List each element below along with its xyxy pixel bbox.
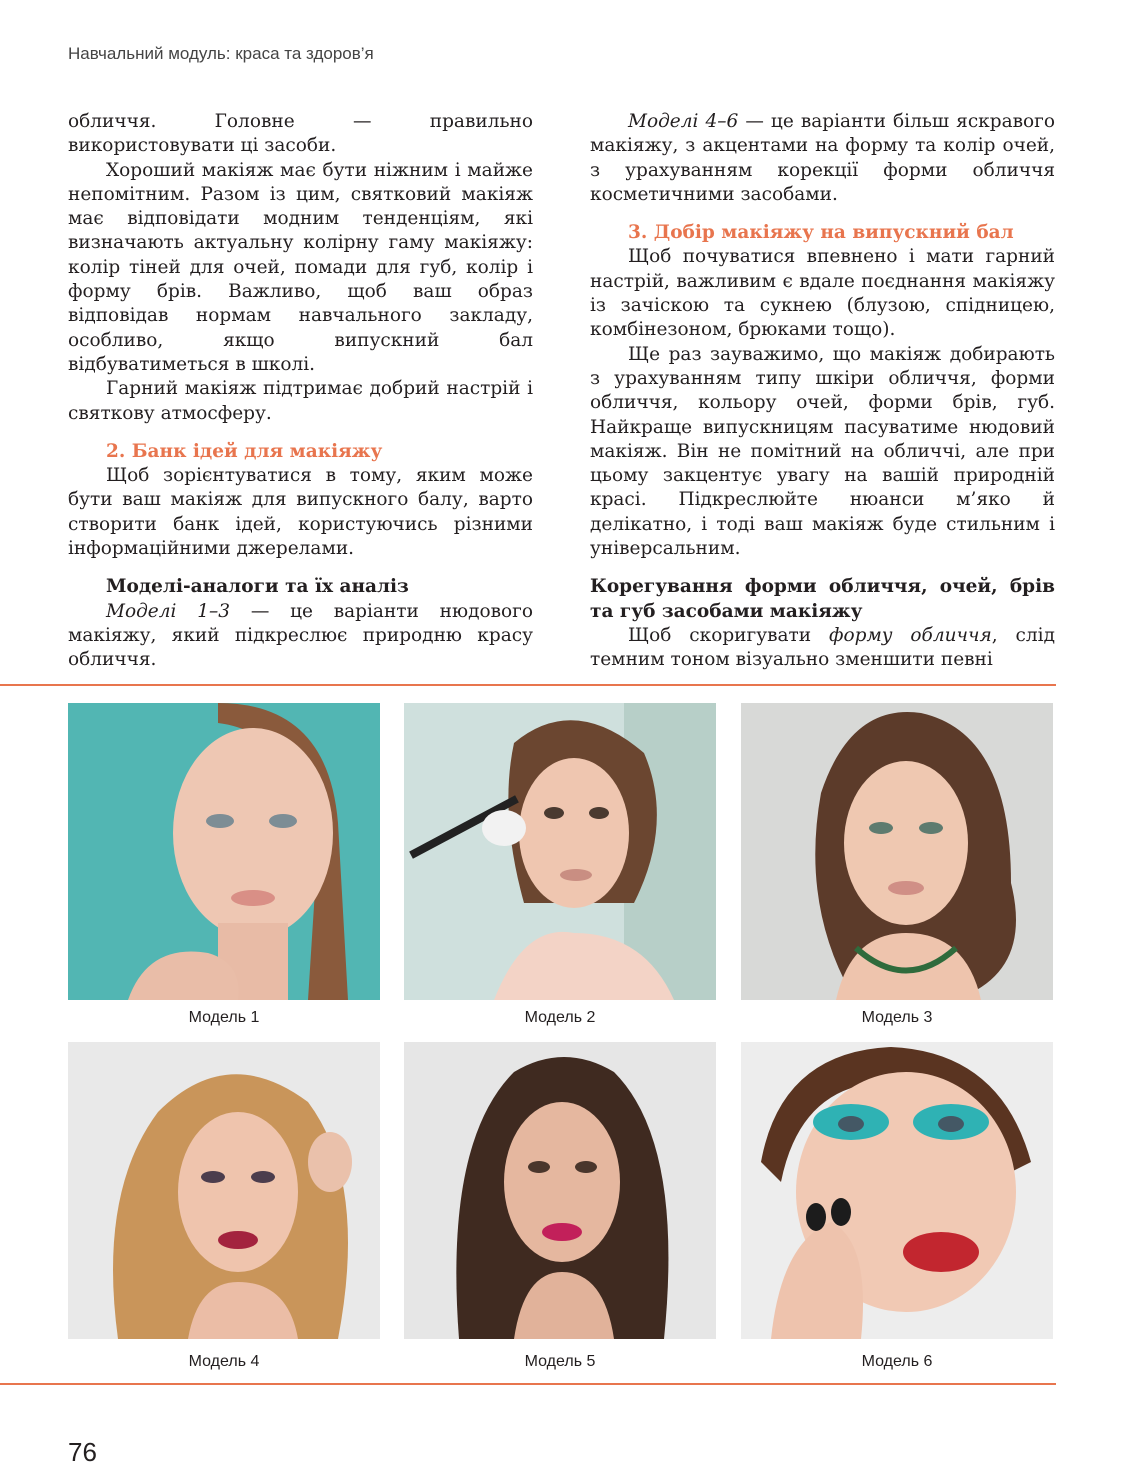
paragraph: Щоб почуватися впевнено і мати гарний настрій, важливим є вдале поєднання макіяжу із зачіскою та сукнею (блузою, спідницею, комбінезоном, брюками тощо). [590, 246, 1055, 341]
caption-model-2: Модель 2 [524, 1009, 596, 1026]
model-4-photo [68, 1042, 380, 1339]
model-5-photo [404, 1042, 716, 1339]
caption-model-6: Модель 6 [861, 1353, 933, 1370]
running-head: Навчальний модуль: краса та здоров’я [68, 44, 374, 63]
subheading-correction: Корегування форми обличчя, очей, брів та губ засобами макіяжу [590, 576, 1055, 622]
right-column [590, 110, 1055, 673]
section-heading-2: 2. Банк ідей для макіяжу [106, 440, 383, 462]
caption-model-3: Модель 3 [861, 1009, 933, 1026]
page-number: 76 [68, 1437, 97, 1467]
text-run: Щоб скоригувати [628, 624, 829, 646]
model-2-photo [404, 703, 716, 1000]
model-3-photo [741, 703, 1053, 1000]
emphasis: Моделі 4–6 [628, 111, 739, 132]
subheading-models: Моделі-аналоги та їх аналіз [106, 576, 409, 598]
section-heading-3: 3. Добір макіяжу на випускний бал [628, 222, 1014, 244]
paragraph: Ще раз зауважимо, що макіяж добирають з урахуванням типу шкіри обличчя, форми обличчя, кольору очей, форми брів, губ. Найкраще випускницям пасуватиме нюдовий макіяж. Він не помітний на обличчі, але при цьому закцентує увагу на вашій природній красі. Підкреслюйте нюанси м’яко й делікатно, і тоді ваш макіяж буде стильним і універсальним. [590, 343, 1055, 560]
caption-model-1: Модель 1 [188, 1009, 260, 1026]
divider-top [0, 684, 1056, 686]
left-column [68, 110, 533, 673]
caption-model-5: Модель 5 [524, 1353, 596, 1370]
text-run: — це варіанти нюдового макіяжу, який підкреслює природню красу обличчя. [68, 600, 533, 671]
paragraph: Хороший макіяж має бути ніжним і майже непомітним. Разом із цим, святковий макіяж має відповідати модним тенденціям, які визначають актуальну колірну гаму макіяжу: колір тіней для очей, помади для губ, колір і форму брів. Важливо, щоб ваш образ відповідав нормам навчального закладу, особливо, якщо випускний бал відбуватиметься в школі. [68, 159, 533, 375]
emphasis: форму обличчя [828, 624, 992, 646]
paragraph: Гарний макіяж підтримає добрий настрій і святкову атмосферу. [68, 378, 533, 424]
text-run: — це варіанти більш яскравого макіяжу, з акцентами на форму та колір очей, з урахуванням корекції форми обличчя косметичними засобами. [590, 111, 1056, 205]
paragraph: обличчя. Головне — правильно використовувати ці засоби. [68, 111, 533, 157]
paragraph: Щоб зорієнтуватися в тому, яким може бути ваш макіяж для випускного балу, варто створити банк ідей, користуючись різними інформаційними джерелами. [68, 465, 533, 560]
paragraph [590, 110, 1055, 207]
paragraph [68, 600, 533, 673]
divider-bottom [0, 1383, 1056, 1385]
text-run: , слід темним тоном візуально зменшити певні [590, 624, 1055, 671]
caption-model-4: Модель 4 [188, 1353, 260, 1370]
emphasis: Моделі 1–3 [106, 600, 231, 622]
model-1-photo [68, 703, 380, 1000]
paragraph [590, 624, 1055, 673]
model-6-photo [741, 1042, 1053, 1339]
